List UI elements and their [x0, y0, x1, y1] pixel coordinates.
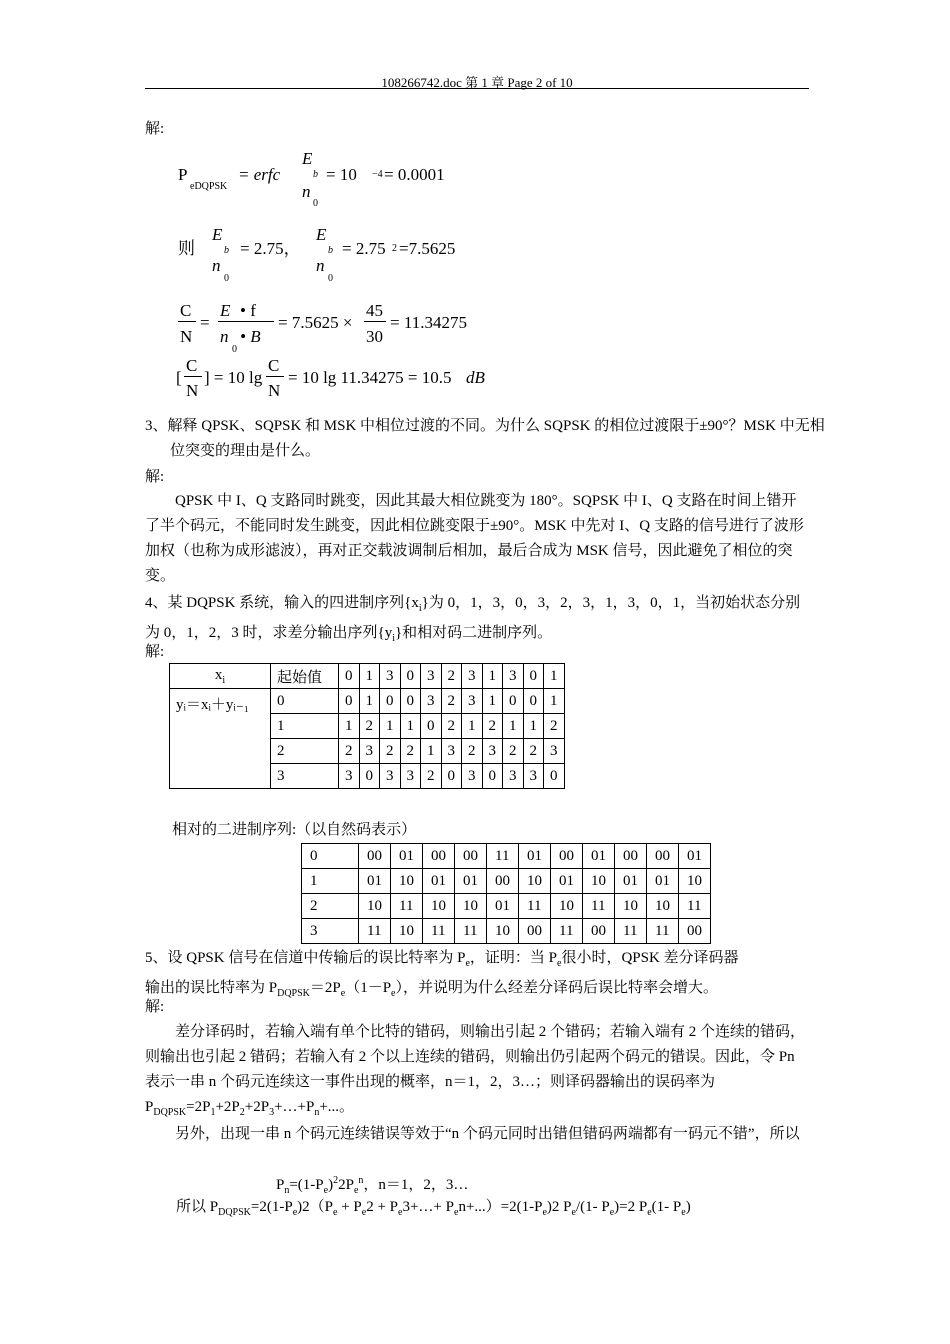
eq4-frac-line-1 — [184, 376, 202, 377]
answer-3: QPSK 中 I、Q 支路同时跳变，因此其最大相位跳变为 180°。SQPSK 中 I、Q 支路在时间上错开了半个码元，不能同时发生跳变，因此相位跳变限于±90°。MSK 中先对 I、Q 支路的信号进行了波形加权（也称为成形滤波），再对正交载波调制后相加，最后合成为 MSK 信号，因此避免了相位的突变。 — [145, 493, 804, 584]
q5-text-e: ＝2P — [309, 980, 341, 996]
eq2-n1: n — [212, 256, 221, 275]
a5-sub-dqpsk: DQPSK — [153, 1107, 187, 1118]
eq3-n: N — [180, 327, 193, 346]
table-cell: 11 — [551, 919, 583, 944]
ff-sub-9: e — [647, 1207, 652, 1218]
eq4-c2: C — [268, 356, 280, 375]
q5-text-f: （1－P — [345, 980, 392, 996]
table-cell: 01 — [455, 869, 487, 894]
eq1-e: E — [302, 149, 313, 168]
eq3-c: C — [180, 301, 192, 320]
header-value-cell: 1 — [544, 664, 565, 689]
ff-f: 3+…+ P — [402, 1199, 454, 1215]
table-cell: 1 — [482, 689, 503, 714]
table-cell: 1 — [380, 714, 401, 739]
table-row — [302, 869, 711, 894]
table-cell: 00 — [423, 844, 455, 869]
ff-sub-4: e — [398, 1207, 403, 1218]
eq3-den: n — [220, 327, 229, 346]
solution-label: 解: — [145, 121, 165, 137]
header-rule — [145, 88, 809, 89]
table-cell: 10 — [679, 869, 711, 894]
a5-sum-3: +2P — [244, 1099, 270, 1115]
binary-sequence-label: 相对的二进制序列:（以自然码表示） — [172, 822, 417, 838]
eq2-ze: 则 — [178, 239, 195, 258]
q5-sub-dqpsk: DQPSK — [277, 988, 310, 999]
a5-sum-2: +2P — [215, 1099, 240, 1115]
q5-sub-e-3: e — [340, 988, 346, 999]
eq3-fn: 45 — [366, 301, 383, 320]
table-cell: 10 — [359, 894, 391, 919]
q4-part-c: }和相对码二进制序列。 — [394, 625, 553, 641]
row-start-cell: 1 — [302, 869, 359, 894]
page-header: 108266742.doc 第 1 章 Page 2 of 10 — [381, 75, 573, 90]
header-value-cell: 3 — [421, 664, 442, 689]
question-4 — [145, 591, 809, 651]
eq2-zero2: 0 — [328, 273, 333, 284]
table-cell: 0 — [441, 764, 462, 789]
table-cell: 00 — [551, 844, 583, 869]
table-cell: 10 — [391, 919, 423, 944]
eq3-result: = 11.34275 — [390, 313, 467, 332]
eq4-mid: = 10 lg 11.34275 = 10.5 — [288, 368, 452, 387]
ff-d: + P — [337, 1199, 362, 1215]
q5-sub-e-1: e — [465, 958, 470, 969]
table-cell: 01 — [519, 844, 551, 869]
row-start-cell: 0 — [302, 844, 359, 869]
table-cell: 01 — [583, 844, 615, 869]
eq3-frac-line-1 — [178, 321, 196, 322]
eq1-n: n — [302, 182, 311, 201]
table-cell: 0 — [339, 689, 360, 714]
header-value-cell: 2 — [441, 664, 462, 689]
table-cell: 1 — [544, 689, 565, 714]
table-cell: 3 — [339, 764, 360, 789]
table-cell: 10 — [455, 894, 487, 919]
q5-text-d: 输出的误比特率为 P — [145, 980, 278, 996]
pn-d: ，n＝1，2，3… — [363, 1177, 469, 1193]
table-cell: 2 — [441, 689, 462, 714]
header-value-cell: 3 — [462, 664, 483, 689]
table-cell: 2 — [359, 714, 380, 739]
header-value-cell: 1 — [482, 664, 503, 689]
table-cell: 00 — [359, 844, 391, 869]
table-cell: 11 — [359, 919, 391, 944]
eq1-tail: = 10 — [326, 165, 357, 184]
eq1-zero: 0 — [313, 198, 318, 209]
ff-h: )2 P — [546, 1199, 572, 1215]
table-cell: 11 — [519, 894, 551, 919]
row-start-cell: 0 — [271, 689, 339, 714]
table-cell: 0 — [503, 689, 524, 714]
ff-b: =2(1-P — [250, 1199, 293, 1215]
table-cell: 11 — [647, 919, 679, 944]
ff-l: ) — [685, 1199, 691, 1215]
pn-formula: $P_n=(1-P_e)^22P_e^n$，n＝1，2，3… — [276, 1175, 469, 1196]
row-start-cell: 1 — [271, 714, 339, 739]
table-cell: 10 — [391, 869, 423, 894]
eq3-den-zero: 0 — [232, 344, 237, 355]
table-cell: 10 — [583, 869, 615, 894]
q4-part-b: }为 0，1，3，0，3，2，3，1，3，0，1，当初始状态分别为 0，1，2，3 时，求差分输出序列{y — [145, 595, 801, 641]
table-header-row — [170, 664, 565, 689]
a5-sum-1: =2P — [186, 1099, 211, 1115]
header-value-cell: 0 — [523, 664, 544, 689]
ff-g: n+...）=2(1-P — [458, 1199, 543, 1215]
ff-k: (1- P — [651, 1199, 682, 1215]
eq4-unit: dB — [466, 368, 485, 387]
pn-sub-e-2: e — [353, 1185, 359, 1196]
table-cell: 3 — [503, 764, 524, 789]
table-cell: 00 — [455, 844, 487, 869]
eq2-e2: E — [316, 225, 327, 244]
eq2-b2: b — [328, 245, 333, 256]
header-value-cell: 0 — [339, 664, 360, 689]
table-cell: 01 — [359, 869, 391, 894]
table-cell: 0 — [421, 714, 442, 739]
table-cell: 3 — [421, 689, 442, 714]
eq1-erfc: = erfc — [238, 165, 281, 184]
table-row — [302, 894, 711, 919]
header-start-cell: 起始值 — [271, 664, 339, 689]
difference-table — [169, 663, 565, 789]
q5-text-c: 很小时，QPSK 差分译码器 — [561, 950, 739, 966]
pn-a: =(1-P — [289, 1177, 324, 1193]
eq2-b1: b — [224, 245, 229, 256]
ff-a: 所以 P — [176, 1199, 219, 1215]
pn-b: ) — [328, 1177, 334, 1193]
table-cell: 00 — [615, 844, 647, 869]
solution-label-5: 解: — [145, 999, 165, 1015]
table-row — [302, 844, 711, 869]
table-cell: 2 — [380, 739, 401, 764]
ff-sub-1: e — [292, 1207, 298, 1218]
table-cell: 10 — [519, 869, 551, 894]
table-cell: 3 — [359, 739, 380, 764]
eq3-den-b: • B — [240, 327, 261, 346]
table-cell: 01 — [423, 869, 455, 894]
eq3-frac-line-2 — [218, 321, 274, 322]
a5-text: 差分译码时，若输入端有单个比特的错码，则输出引起 2 个错码；若输入端有 2 个连续的错码，则输出也引起 2 错码；若输入有 2 个以上连续的错码，则输出仍引起两个码元的错误。因此，令 Pn 表示一串 n 个码元连续这一事件出现的概率，n＝1，2，3…；则译码器输出的误码率为 P — [145, 1024, 806, 1115]
table-cell: 2 — [441, 714, 462, 739]
solution-label-4: 解: — [145, 644, 165, 660]
table-cell: 01 — [615, 869, 647, 894]
answer-5-part-2: 另外，出现一串 n 个码元连续错误等效于“n 个码元同时出错但错码两端都有一码元不错”，所以 — [175, 1126, 800, 1142]
q4-sub-i-2: i — [392, 633, 395, 644]
table-cell: 01 — [679, 844, 711, 869]
table-cell: 1 — [462, 714, 483, 739]
pn-sub-e-1: e — [323, 1185, 329, 1196]
table-cell: 0 — [523, 689, 544, 714]
eq2-v2: = 2.75 — [342, 239, 386, 258]
table-cell: 11 — [679, 894, 711, 919]
table-cell: 00 — [487, 869, 519, 894]
table-cell: 3 — [400, 764, 421, 789]
header-value-cell: 1 — [359, 664, 380, 689]
a5-sum-4: +…+P — [274, 1099, 315, 1115]
table-cell: 10 — [487, 919, 519, 944]
ff-e: 2 + P — [366, 1199, 399, 1215]
question-5 — [145, 946, 809, 1006]
q5-text-b: ，证明：当 P — [469, 950, 557, 966]
table-cell: 0 — [400, 689, 421, 714]
table-cell: 11 — [487, 844, 519, 869]
q5-sub-e-4: e — [391, 988, 396, 999]
row-start-cell: 3 — [271, 764, 339, 789]
table-cell: 10 — [615, 894, 647, 919]
eq4-lb: [ — [176, 368, 182, 387]
ff-sub-6: e — [542, 1207, 547, 1218]
table-cell: 3 — [462, 689, 483, 714]
table-cell: 01 — [391, 844, 423, 869]
table-cell: 10 — [551, 894, 583, 919]
ff-i: /(1- P — [575, 1199, 610, 1215]
pn-c: 2P — [338, 1177, 354, 1193]
table-cell: 00 — [647, 844, 679, 869]
table-cell: 1 — [339, 714, 360, 739]
eq4-n: N — [186, 381, 199, 400]
table-cell: 00 — [583, 919, 615, 944]
table-cell: 11 — [391, 894, 423, 919]
q5-sub-e-2: e — [557, 958, 562, 969]
ff-sub-3: e — [361, 1207, 367, 1218]
table-cell: 11 — [615, 919, 647, 944]
table-cell: 2 — [523, 739, 544, 764]
eq1-b: b — [313, 169, 318, 180]
table-cell: 3 — [462, 764, 483, 789]
eq3-eq: = — [200, 313, 210, 332]
table-cell: 2 — [462, 739, 483, 764]
table-cell: 0 — [544, 764, 565, 789]
ff-j: )=2 P — [614, 1199, 648, 1215]
table-cell: 0 — [482, 764, 503, 789]
table-cell: 11 — [583, 894, 615, 919]
answer-5-part-1: 差分译码时，若输入端有单个比特的错码，则输出引起 2 个错码；若输入端有 2 个连续的错码，则输出也引起 2 错码；若输入有 2 个以上连续的错码，则输出仍引起两个码元的错误。因此，令 Pn 表示一串 n 个码元连续这一事件出现的概率，n＝1，2，3…；则译码器输出的误码率为 $P_{DQPSK}=2P_1+2P_2+2P_3+\dots+P_n+$...。 — [145, 1024, 806, 1118]
eq1-p: P — [178, 165, 188, 184]
table-cell: 2 — [421, 764, 442, 789]
table-cell: 2 — [544, 714, 565, 739]
table-cell: 0 — [380, 689, 401, 714]
table-cell: 01 — [647, 869, 679, 894]
row-formula-label: yᵢ＝xᵢ＋yᵢ₋₁ — [170, 689, 271, 789]
table-cell: 2 — [339, 739, 360, 764]
table-cell: 1 — [421, 739, 442, 764]
row-start-cell: 2 — [271, 739, 339, 764]
table-cell: 2 — [400, 739, 421, 764]
table-cell: 1 — [359, 689, 380, 714]
table-cell: 2 — [503, 739, 524, 764]
table-cell: 1 — [523, 714, 544, 739]
q4-sub-i-1: i — [418, 603, 422, 614]
eq2-e1: E — [212, 225, 223, 244]
eq2-result: =7.5625 — [399, 239, 456, 258]
ff-sub-5: e — [453, 1207, 459, 1218]
ff-sub-dqpsk: DQPSK — [218, 1207, 251, 1218]
header-value-cell: 3 — [503, 664, 524, 689]
final-formula — [176, 1200, 691, 1218]
table-cell: 3 — [544, 739, 565, 764]
question-3: 3、解释 QPSK、SQPSK 和 MSK 中相位过渡的不同。为什么 SQPSK 的相位过渡限于±90°？MSK 中无相位突变的理由是什么。 — [145, 418, 825, 459]
eq2-v1: = 2.75， — [240, 239, 301, 258]
eq2-sq: 2 — [392, 243, 397, 254]
eq2-zero1: 0 — [224, 273, 229, 284]
table-cell: 11 — [455, 919, 487, 944]
table-cell: 3 — [441, 739, 462, 764]
table-cell: 3 — [380, 764, 401, 789]
table-cell: 00 — [519, 919, 551, 944]
table-cell: 00 — [679, 919, 711, 944]
ff-sub-2: e — [332, 1207, 338, 1218]
q4-part-a: 4、某 DQPSK 系统，输入的四进制序列{x — [145, 595, 419, 611]
table-cell: 1 — [400, 714, 421, 739]
table-row — [302, 919, 711, 944]
eq1-result: = 0.0001 — [384, 165, 445, 184]
eq3-frac-line-3 — [364, 321, 386, 322]
table-cell: 3 — [482, 739, 503, 764]
eq4-c: C — [186, 356, 198, 375]
table-cell: 2 — [482, 714, 503, 739]
eq2-n2: n — [316, 256, 325, 275]
q5-text-g: ），并说明为什么经差分译码后误比特率会增大。 — [395, 980, 718, 996]
header-value-cell: 0 — [400, 664, 421, 689]
row-start-cell: 3 — [302, 919, 359, 944]
ff-c: )2（P — [297, 1199, 333, 1215]
ff-sub-7: e — [571, 1207, 576, 1218]
table-cell: 11 — [423, 919, 455, 944]
eq4-frac-line-2 — [266, 376, 284, 377]
table-row — [170, 689, 565, 714]
table-cell: 3 — [523, 764, 544, 789]
q5-text-a: 5、设 QPSK 信号在信道中传输后的误比特率为 P — [145, 950, 466, 966]
table-cell: 10 — [423, 894, 455, 919]
eq4-rb: ] = 10 lg — [204, 368, 263, 387]
eq1-exp: −4 — [372, 169, 383, 180]
binary-table — [301, 843, 711, 944]
header-x-cell: $x_i$ — [170, 664, 271, 689]
eq3-num-f: • f — [240, 301, 256, 320]
ff-sub-8: e — [609, 1207, 615, 1218]
solution-label-3: 解: — [145, 469, 165, 485]
eq3-num: E — [220, 301, 231, 320]
table-cell: 01 — [551, 869, 583, 894]
eq4-n2: N — [268, 381, 281, 400]
eq1-p-sub: eDQPSK — [190, 181, 228, 192]
a5-sum-5: +...。 — [319, 1099, 355, 1115]
header-value-cell: 3 — [380, 664, 401, 689]
eq3-mid: = 7.5625 × — [278, 313, 353, 332]
table-cell: 01 — [487, 894, 519, 919]
ff-sub-10: e — [681, 1207, 686, 1218]
table-cell: 0 — [359, 764, 380, 789]
eq3-fd: 30 — [366, 327, 383, 346]
table-cell: 1 — [503, 714, 524, 739]
table-cell: 10 — [647, 894, 679, 919]
row-start-cell: 2 — [302, 894, 359, 919]
